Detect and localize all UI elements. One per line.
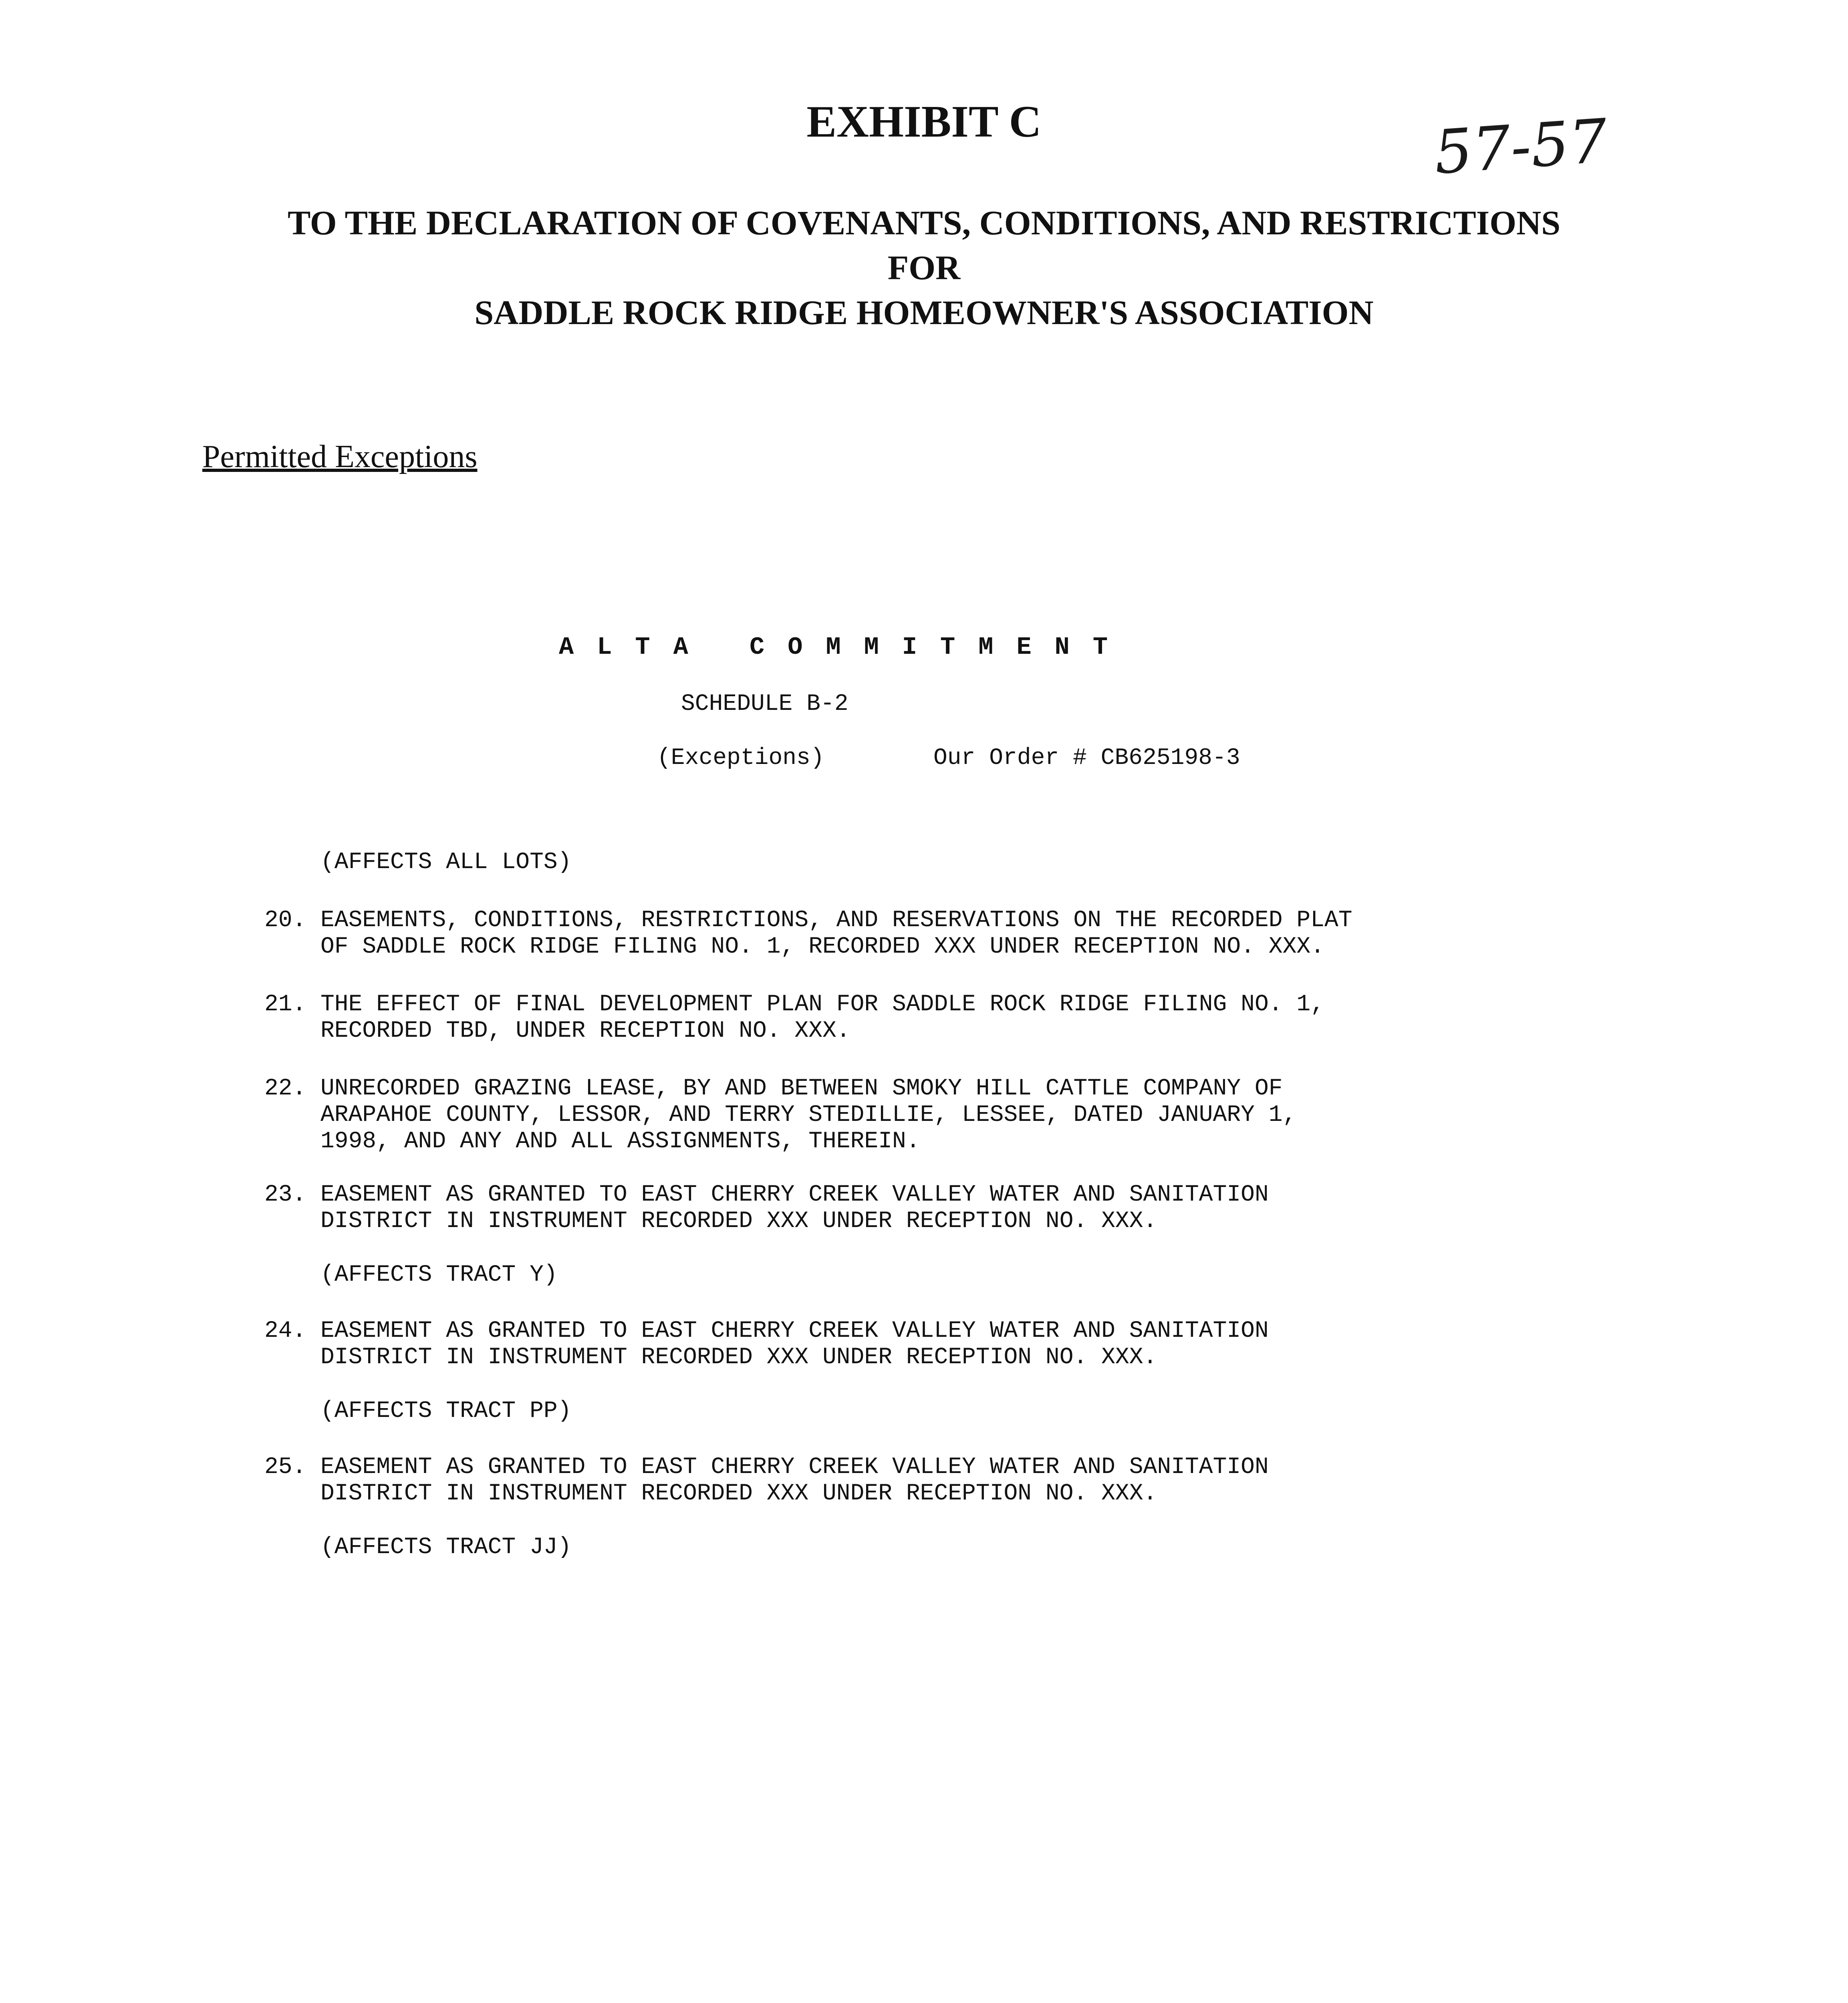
item-text: EASEMENT AS GRANTED TO EAST CHERRY CREEK VALLEY WATER AND SANITATION DISTRICT IN INSTRUMENT RECORDED XXX UNDER RECEPTION NO. XXX. <box>320 1318 1269 1370</box>
affects-tract-note: (AFFECTS TRACT Y) <box>320 1262 558 1288</box>
section-label: Permitted Exceptions <box>202 439 478 474</box>
affects-all-lots-note: (AFFECTS ALL LOTS) <box>320 849 572 875</box>
item-text: THE EFFECT OF FINAL DEVELOPMENT PLAN FOR SADDLE ROCK RIDGE FILING NO. 1, RECORDED TBD, UNDER RECEPTION NO. XXX. <box>320 991 1325 1044</box>
affects-tract-note: (AFFECTS TRACT PP) <box>320 1398 572 1424</box>
item-number: 22. <box>264 1076 306 1102</box>
item-number: 20. <box>264 907 306 933</box>
item-text: UNRECORDED GRAZING LEASE, BY AND BETWEEN SMOKY HILL CATTLE COMPANY OF ARAPAHOE COUNTY, LESSOR, AND TERRY STEDILLIE, LESSEE, DATED JANUARY 1, 1998, AND ANY AND ALL ASSIGNMENTS, THEREIN. <box>320 1076 1297 1155</box>
order-number: Our Order # CB625198-3 <box>933 745 1240 771</box>
declaration-title <box>0 200 1848 335</box>
item-number: 24. <box>264 1318 306 1344</box>
item-text: EASEMENTS, CONDITIONS, RESTRICTIONS, AND RESERVATIONS ON THE RECORDED PLAT OF SADDLE ROCK RIDGE FILING NO. 1, RECORDED XXX UNDER RECEPTION NO. XXX. <box>320 907 1352 960</box>
affects-tract-note: (AFFECTS TRACT JJ) <box>320 1534 572 1560</box>
item-text: EASEMENT AS GRANTED TO EAST CHERRY CREEK VALLEY WATER AND SANITATION DISTRICT IN INSTRUMENT RECORDED XXX UNDER RECEPTION NO. XXX. <box>320 1454 1269 1507</box>
handwritten-page-mark: 57-57 <box>1432 106 1610 188</box>
schedule-label: SCHEDULE B-2 <box>681 691 848 717</box>
item-number: 23. <box>264 1182 306 1208</box>
item-number: 21. <box>264 991 306 1018</box>
declaration-line-1: TO THE DECLARATION OF COVENANTS, CONDITIONS, AND RESTRICTIONS <box>287 204 1561 242</box>
exceptions-label: (Exceptions) <box>657 745 824 771</box>
item-number: 25. <box>264 1454 306 1480</box>
item-text: EASEMENT AS GRANTED TO EAST CHERRY CREEK VALLEY WATER AND SANITATION DISTRICT IN INSTRUMENT RECORDED XXX UNDER RECEPTION NO. XXX. <box>320 1182 1269 1234</box>
exhibit-title: EXHIBIT C <box>806 97 1042 147</box>
declaration-line-2: FOR <box>887 248 961 287</box>
alta-commitment-heading: ALTA COMMITMENT <box>559 633 1131 661</box>
declaration-line-3: SADDLE ROCK RIDGE HOMEOWNER'S ASSOCIATION <box>474 293 1374 332</box>
